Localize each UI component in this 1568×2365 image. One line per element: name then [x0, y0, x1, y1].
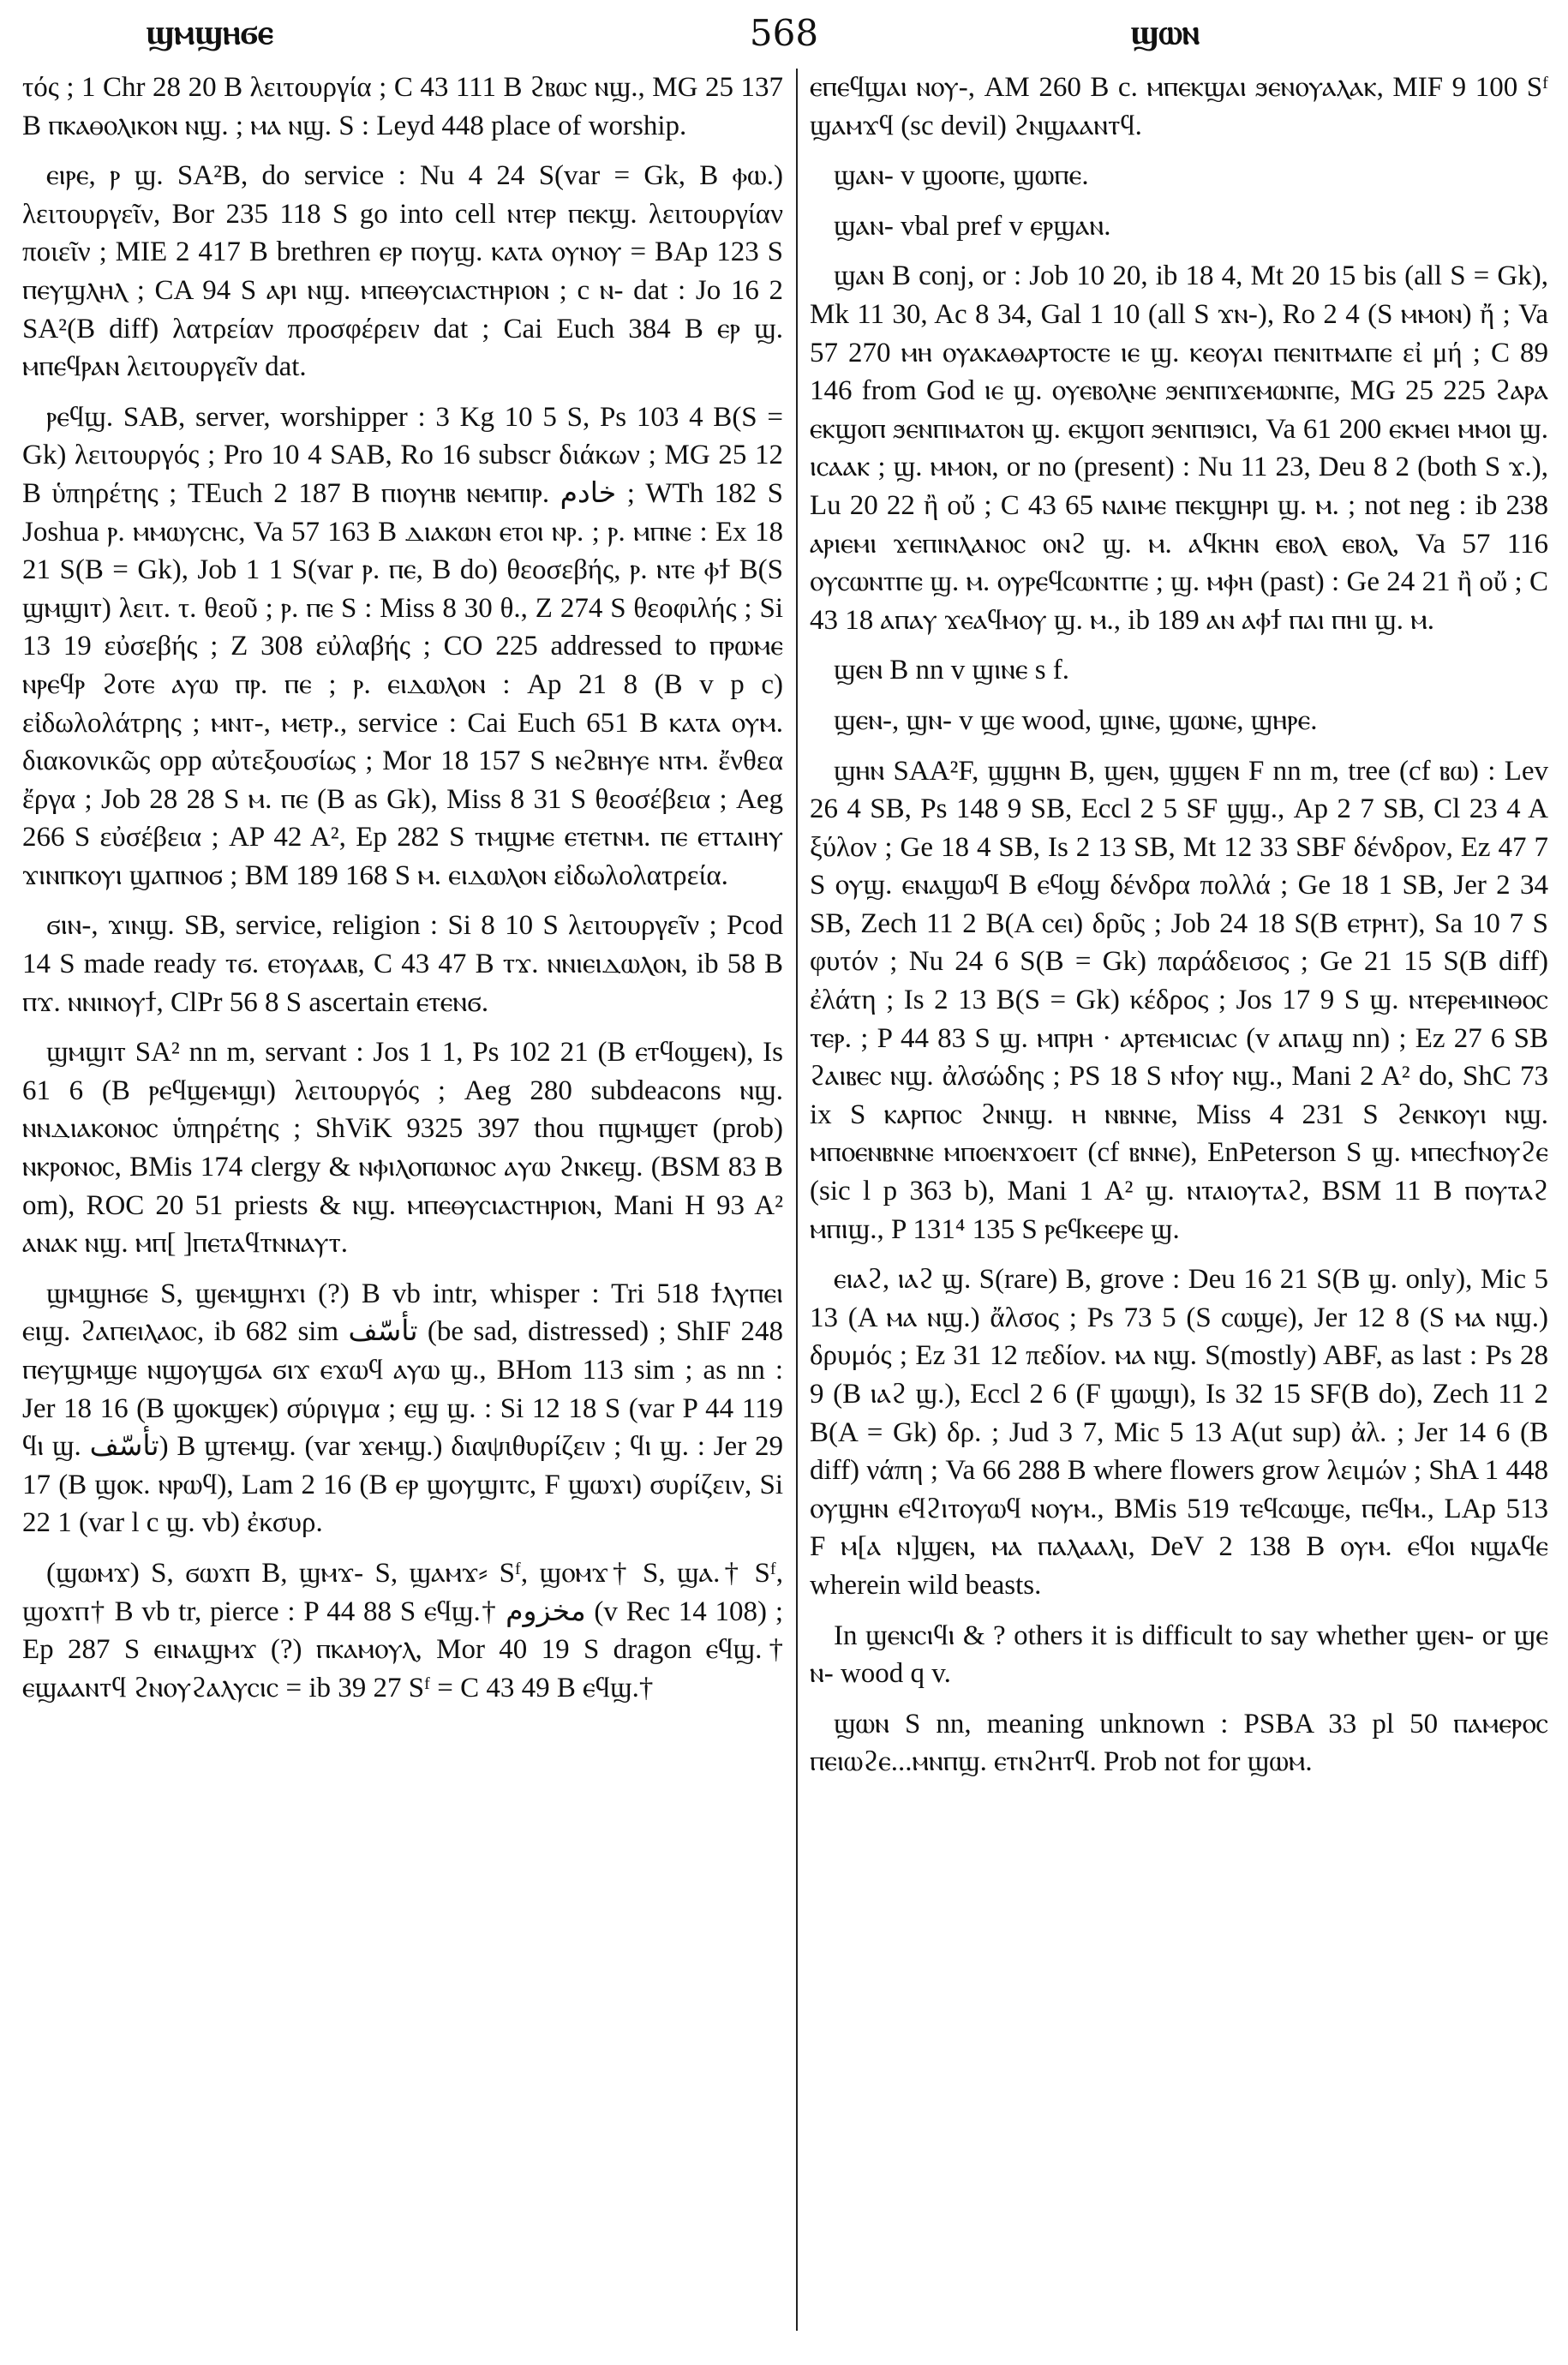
entry-text: ⲉⲓⲣⲉ, ⲣ ϣ. SA²B, do service : Nu 4 24 S(var = Gk, B ⲫⲱ.) λειτουργεῖν, Bor 235 118 S go into cell ⲛⲧⲉⲣ ⲡⲉⲕϣ. λειτουργίαν ποιεῖν ; MIE 2 417 B brethren ⲉⲣ ⲡⲟⲩϣ. ⲕⲁⲧⲁ ⲟⲩⲛⲟⲩ = BAp 123 S ⲡⲉⲩϣⲗⲏⲗ ; CA 94 S ⲁⲣⲓ ⲛϣ. ⲙⲡⲉⲑⲩⲥⲓⲁⲥⲧⲏⲣⲓⲟⲛ ; c ⲛ- dat : Jo 16 2 SA²(B diff) λατρείαν προσφέρειν dat ; Cai Euch 384 B ⲉⲣ ϣ. ⲙⲡⲉϥⲣⲁⲛ λειτουργεῖν dat.: [22, 160, 783, 383]
entry-text: ϣⲱⲛ S nn, meaning unknown : PSBA 33 pl 50 ⲡⲁⲙⲉⲣⲟⲥ ⲡⲉⲓⲱϩⲉ...ⲙⲛⲡϣ. ⲉⲧⲛϩⲏⲧϥ. Prob not for ϣⲱⲙ.: [810, 1708, 1548, 1778]
entry-sub-servant: [22, 1033, 783, 1263]
entry-shan-conj: [810, 257, 1548, 639]
right-column: [810, 69, 1548, 2348]
entry-text: ⲉⲡⲉϥϣⲁⲓ ⲛⲟⲩ-, AM 260 B c. ⲙⲡⲉⲕϣⲁⲓ ϧⲉⲛⲟⲩⲁⲗⲁⲕ, MIF 9 100 Sᶠ ϣⲁⲙϫϥ (sc devil) ϩⲛϣⲁⲁⲛⲧϥ.: [810, 72, 1548, 141]
entry-grove: [810, 1260, 1548, 1604]
entry-shan-cross-ref: [810, 157, 1548, 195]
entry-text: ϣⲉⲛ B nn v ϣⲓⲛⲉ s f.: [834, 655, 1070, 686]
entry-text: ϣⲏⲛ SAA²F, ϣϣⲏⲛ B, ϣⲉⲛ, ϣϣⲉⲛ F nn m, tree (cf ⲃⲱ) : Lev 26 4 SB, Ps 148 9 SB, Eccl 2 5 SF ϣϣ., Ap 2 7 SB, Cl 23 4 A ξύλον ; Ge 18 4 SB, Is 2 13 SB, Mt 12 33 SBF δένδρον, Ez 47 7 S ⲟⲩϣ. ⲉⲛⲁϣⲱϥ B ⲉϥⲟϣ δένδρα πολλά ; Ge 18 1 SB, Jer 2 34 SB, Zech 11 2 B(A ⲥⲉⲓ) δρῦς ; Job 24 18 S(B ⲉⲧⲣⲏⲧ), Sa 10 7 S φυτόν ; Nu 24 6 S(B = Gk) παράδεισος ; Ge 21 15 S(B diff) ἐλάτη ; Is 2 13 B(S = Gk) κέδρος ; Jos 17 9 S ϣ. ⲛⲧⲉⲣⲉⲙⲓⲛⲑⲟⲥ ⲧⲉⲣ. ; P 44 83 S ϣ. ⲙⲡⲣⲏ · ⲁⲣⲧⲉⲙⲓⲥⲓⲁⲥ (v ⲁⲡⲁϣ nn) ; Ez 27 6 SB ϩⲁⲓⲃⲉⲥ ⲛϣ. ἀλσώδης ; PS 18 S ⲛϯⲟⲩ ⲛϣ., Mani 2 A² do, ShC 73 ix S ⲕⲁⲣⲡⲟⲥ ϩⲛⲛϣ. ⲏ ⲛⲃⲛⲛⲉ, Miss 4 231 S ϩⲉⲛⲕⲟⲩⲓ ⲛϣ. ⲙⲡⲟⲉⲛⲃⲛⲛⲉ ⲙⲡⲟⲉⲛϫⲟⲉⲓⲧ (cf ⲃⲛⲛⲉ), EnPeterson S ϣ. ⲙⲡⲉⲥϯⲛⲟⲩϩⲉ (sic l p 363 b), Mani 1 A² ϣ. ⲛⲧⲁⲓⲟⲩⲧⲁϩ, BSM 11 B ⲡⲟⲩⲧⲁϩ ⲙⲡⲓϣ., P 131⁴ 135 S ⲣⲉϥⲕⲉⲉⲣⲉ ϣ.: [810, 755, 1548, 1245]
page-number: 568: [749, 12, 819, 54]
entry-sub-religion: [22, 907, 783, 1021]
entry-text: ⲉⲓⲁϩ, ⲓⲁϩ ϣ. S(rare) B, grove : Deu 16 21 S(B ϣ. only), Mic 5 13 (A ⲙⲁ ⲛϣ.) ἄλσος ; Ps 73 5 (S ⲥⲱϣⲉ), Jer 12 8 (S ⲙⲁ ⲛϣ.) δρυμός ; Ez 31 12 πεδίον. ⲙⲁ ⲛϣ. S(mostly) ABF, as last : Ps 28 9 (B ⲓⲁϩ ϣ.), Eccl 2 6 (F ϣⲱϣⲓ), Is 32 15 SF(B do), Zech 11 2 B(A = Gk) δρ. ; Jud 3 7, Mic 5 13 A(ut sup) ἀλ. ; Jer 14 6 (B diff) νάπη ; Va 66 288 B where flowers grow λειμών ; ShA 1 448 ⲟⲩϣⲏⲛ ⲉϥϩⲓⲧⲟⲩⲱϥ ⲛⲟⲩⲙ., BMis 519 ⲧⲉϥⲥⲱϣⲉ, ⲡⲉϥⲙ., LAp 513 F ⲙ[ⲁ ⲛ]ϣⲉⲛ, ⲙⲁ ⲡⲁⲗⲁⲁⲗⲓ, DeV 2 138 B ⲟⲩⲙ. ⲉϥⲟⲓ ⲛϣⲁϥⲉ wherein wild beasts.: [810, 1264, 1548, 1601]
entry-text: ϣⲁⲛ- vbal pref v ⲉⲣϣⲁⲛ.: [834, 210, 1111, 242]
running-head: [0, 12, 1568, 63]
entry-text: ϣⲉⲛ-, ϣⲛ- v ϣⲉ wood, ϣⲓⲛⲉ, ϣⲱⲛⲉ, ϣⲏⲣⲉ.: [834, 704, 1318, 736]
entry-text: In ϣⲉⲛⲥⲓϥⲓ & ? others it is difficult to say whether ϣⲉⲛ- or ϣⲉ ⲛ- wood q v.: [810, 1620, 1548, 1690]
entry-text: ϭⲓⲛ-, ϫⲓⲛϣ. SB, service, religion : Si 8 10 S λειτουργεῖν ; Pcod 14 S made ready ⲧϭ. ⲉⲧⲟⲩⲁⲁⲃ, C 43 47 B ⲧϫ. ⲛⲛⲓⲉⲓⲇⲱⲗⲟⲛ, ib 58 B ⲡϫ. ⲛⲛⲓⲛⲟⲩϯ, ClPr 56 8 S ascertain ⲉⲧⲉⲛϭ.: [22, 910, 783, 1018]
column-rule: [796, 69, 798, 2331]
left-column: [22, 69, 783, 2348]
entry-shen-nn: [810, 651, 1548, 690]
entry-whisper: [22, 1275, 783, 1542]
entry-text: ϣⲙϣⲏϭⲉ S, ϣⲉⲙϣⲏϫⲓ (?) B vb intr, whisper : Tri 518 ϯⲗⲩⲡⲉⲓ ⲉⲓϣ. ϩⲁⲡⲉⲓⲗⲁⲟⲥ, ib 682 sim تأسّف (be sad, distressed) ; ShIF 248 ⲡⲉⲩϣⲙϣⲉ ⲛϣⲟⲩϣϭⲁ ϭⲓϫ ⲉϫⲱϥ ⲁⲩⲱ ϣ., BHom 113 sim ; as nn : Jer 18 16 (B ϣⲟⲕϣⲉⲕ) σύριγμα ; ⲉϣ ϣ. : Si 12 18 S (var P 44 119 ϥⲓ ϣ. تأسّف) B ϣⲧⲉⲙϣ. (var ϫⲉⲙϣ.) διαψιθυρίζειν ; ϥⲓ ϣ. : Jer 29 17 (B ϣⲟⲕ. ⲛⲣⲱϥ), Lam 2 16 (B ⲉⲣ ϣⲟⲩϣⲓⲧⲥ, F ϣⲱϫⲓ) συρίζειν, Si 22 1 (var l c ϣ. vb) ἐκσυρ.: [22, 1278, 783, 1539]
entry-shan-verbal-prefix: [810, 207, 1548, 246]
entry-shen-tree: [810, 752, 1548, 1249]
entry-shon: [810, 1705, 1548, 1781]
entry-shen-prefix: [810, 702, 1548, 740]
entry-continuation: [810, 69, 1548, 145]
entry-text: ϣⲁⲛ- v ϣⲟⲟⲡⲉ, ϣⲱⲡⲉ.: [834, 160, 1089, 192]
entry-text: τός ; 1 Chr 28 20 B λειτουργία ; C 43 111 B ϩⲃⲱⲥ ⲛϣ., MG 25 137 B ⲡⲕⲁⲑⲟⲗⲓⲕⲟⲛ ⲛϣ. ; ⲙⲁ ⲛϣ. S : Leyd 448 place of worship.: [22, 72, 783, 141]
entry-sub-service: [22, 157, 783, 386]
entry-sub-server: [22, 398, 783, 895]
entry-continuation: [22, 69, 783, 145]
left-running-headword: ϣⲙϣⲏϭⲉ: [146, 12, 273, 52]
entry-note: [810, 1617, 1548, 1693]
entry-text: ϣⲙϣⲓⲧ SA² nn m, servant : Jos 1 1, Ps 102 21 (B ⲉⲧϥⲟϣⲉⲛ), Is 61 6 (B ⲣⲉϥϣⲉⲙϣⲓ) λειτουργός ; Aeg 280 subdeacons ⲛϣ. ⲛⲛⲇⲓⲁⲕⲟⲛⲟⲥ ὑπηρέτης ; ShViK 9325 397 thou ⲡϣⲙϣⲉⲧ (prob) ⲛⲕⲣⲟⲛⲟⲥ, BMis 174 clergy & ⲛⲫⲓⲗⲟⲡⲱⲛⲟⲥ ⲁⲩⲱ ϩⲛⲕⲉϣ. (BSM 83 B om), ROC 20 51 priests & ⲛϣ. ⲙⲡⲉⲑⲩⲥⲓⲁⲥⲧⲏⲣⲓⲟⲛ, Mani H 93 A² ⲁⲛⲁⲕ ⲛϣ. ⲙⲡ[ ]ⲡⲉⲧⲁϥⲧⲛⲛⲁⲩⲧ.: [22, 1037, 783, 1260]
entry-pierce: [22, 1554, 783, 1707]
entry-text: ⲣⲉϥϣ. SAB, server, worshipper : 3 Kg 10 5 S, Ps 103 4 B(S = Gk) λειτουργός ; Pro 10 4 SAB, Ro 16 subscr διάκων ; MG 25 12 B ὑπηρέτης ; TEuch 2 187 B ⲡⲓⲟⲩⲏⲃ ⲛⲉⲙⲡⲓⲣ. خادم ; WTh 182 S Joshua ⲣ. ⲙⲙⲱⲩⲥⲏⲥ, Va 57 163 B ⲇⲓⲁⲕⲱⲛ ⲉⲧⲟⲓ ⲛⲣ. ; ⲣ. ⲙⲡⲛⲉ : Ex 18 21 S(B = Gk), Job 1 1 S(var ⲣ. ⲡⲉ, B do) θεοσεβής, ⲣ. ⲛⲧⲉ ⲫϯ B(S ϣⲙϣⲓⲧ) λειτ. τ. θεοῦ ; ⲣ. ⲡⲉ S : Miss 8 30 θ., Z 274 S θεοφιλής ; Si 13 19 εὐσεβής ; Z 308 εὐλαβής ; CO 225 addressed to ⲡⲣⲱⲙⲉ ⲛⲣⲉϥⲣ ϩⲟⲧⲉ ⲁⲩⲱ ⲡⲣ. ⲡⲉ ; ⲣ. ⲉⲓⲇⲱⲗⲟⲛ : Ap 21 8 (B v p c) εἰδωλολάτρης ; ⲙⲛⲧ-, ⲙⲉⲧⲣ., service : Cai Euch 651 B ⲕⲁⲧⲁ ⲟⲩⲙ. διακονικῶς opp αὐτεξουσίως ; Mor 18 157 S ⲛⲉϩⲃⲏⲩⲉ ⲛⲧⲙ. ἔνθεα ἔργα ; Job 28 28 S ⲙ. ⲡⲉ (B as Gk), Miss 8 31 S θεοσέβεια ; Aeg 266 S εὐσέβεια ; AP 42 A², Ep 282 S ⲧⲙϣⲙⲉ ⲉⲧⲉⲧⲛⲙ. ⲡⲉ ⲉⲧⲧⲁⲓⲏⲩ ϫⲓⲛⲡⲕⲟⲩⲓ ϣⲁⲡⲛⲟϭ ; BM 189 168 S ⲙ. ⲉⲓⲇⲱⲗⲟⲛ εἰδωλολατρεία.: [22, 401, 783, 891]
right-running-headword: ϣⲱⲛ: [1130, 12, 1200, 52]
entry-text: (ϣⲱⲙϫ) S, ϭⲱϫⲡ B, ϣⲙϫ- S, ϣⲁⲙϫ⸗ Sᶠ, ϣⲟⲙϫ† S, ϣⲁ.† Sᶠ, ϣⲟϫⲡ† B vb tr, pierce : P 44 88 S ⲉϥϣ.† مخزوم (v Rec 14 108) ; Ep 287 S ⲉⲓⲛⲁϣⲙϫ (?) ⲡⲕⲁⲙⲟⲩⲗ, Mor 40 19 S dragon ⲉϥϣ.† ⲉϣⲁⲁⲛⲧϥ ϩⲛⲟⲩϩⲁⲗⲩⲥⲓⲥ = ib 39 27 Sᶠ = C 43 49 B ⲉϥϣ.†: [22, 1557, 783, 1703]
entry-text: ϣⲁⲛ B conj, or : Job 10 20, ib 18 4, Mt 20 15 bis (all S = Gk), Mk 11 30, Ac 8 34, Gal 1 10 (all S ϫⲛ-), Ro 2 4 (S ⲙⲙⲟⲛ) ἤ ; Va 57 270 ⲙⲏ ⲟⲩⲁⲕⲁⲑⲁⲣⲧⲟⲥⲧⲉ ⲓⲉ ϣ. ⲕⲉⲟⲩⲁⲓ ⲡⲉⲛⲓⲧⲙⲁⲡⲉ εἰ μή ; C 89 146 from God ⲓⲉ ϣ. ⲟⲩⲉⲃⲟⲗⲛⲉ ϧⲉⲛⲡⲓϫⲉⲙⲱⲛⲡⲉ, MG 25 225 ϩⲁⲣⲁ ⲉⲕϣⲟⲡ ϧⲉⲛⲡⲓⲙⲁⲧⲟⲛ ϣ. ⲉⲕϣⲟⲡ ϧⲉⲛⲡⲓϧⲓⲥⲓ, Va 61 200 ⲉⲕⲙⲉⲓ ⲙⲙⲟⲓ ϣ. ⲓⲥⲁⲁⲕ ; ϣ. ⲙⲙⲟⲛ, or no (present) : Nu 11 23, Deu 8 2 (both S ϫ.), Lu 20 22 ἢ οὔ ; C 43 65 ⲛⲁⲓⲙⲉ ⲡⲉⲕϣⲏⲣⲓ ϣ. ⲙ. ; not neg : ib 238 ⲁⲣⲓⲉⲙⲓ ϫⲉⲡⲓⲛⲗⲁⲛⲟⲥ ⲟⲛϩ ϣ. ⲙ. ⲁϥⲕⲏⲛ ⲉⲃⲟⲗ ⲉⲃⲟⲗ, Va 57 116 ⲟⲩⲥⲱⲛⲧⲡⲉ ϣ. ⲙ. ⲟⲩⲣⲉϥⲥⲱⲛⲧⲡⲉ ; ϣ. ⲙⲫⲏ (past) : Ge 24 21 ἢ οὔ ; C 43 18 ⲁⲡⲁⲩ ϫⲉⲁϥⲙⲟⲩ ϣ. ⲙ., ib 189 ⲁⲛ ⲁⲫϯ ⲡⲁⲓ ⲡⲏⲓ ϣ. ⲙ.: [810, 260, 1548, 636]
